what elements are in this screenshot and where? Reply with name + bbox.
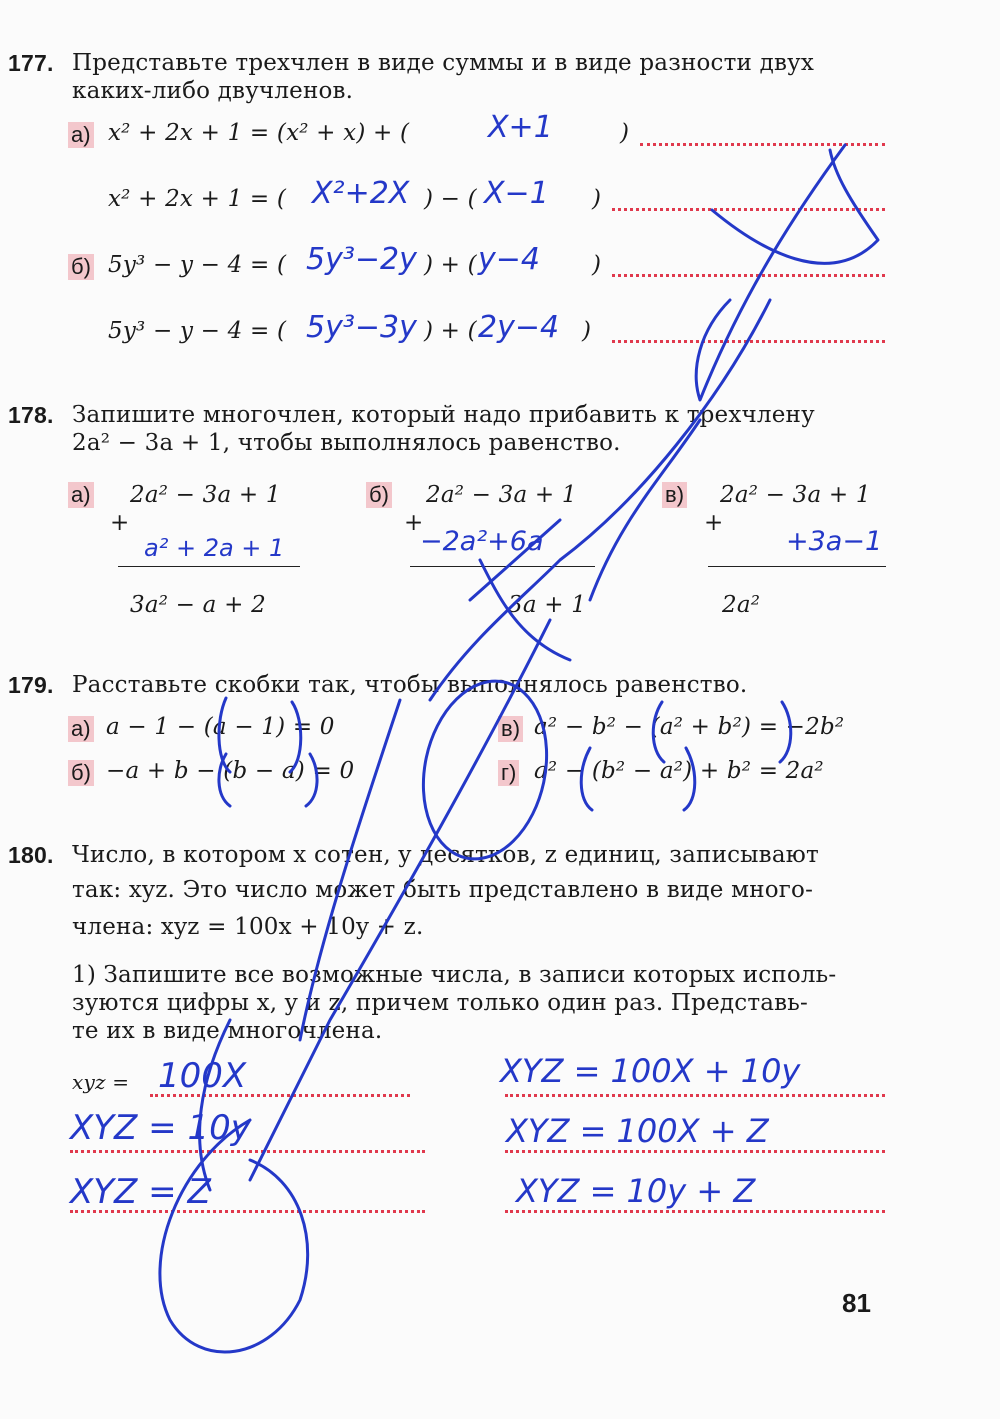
label-178c: в) [662, 482, 687, 508]
handwriting-180-3: XYZ = Z [70, 1172, 211, 1212]
problem-180-sub-1: 1) Запишите все возможные числа, в записи которых исполь- [72, 962, 837, 988]
handwriting-180-1: 100X [158, 1056, 247, 1096]
problem-177-text-1: Представьте трехчлен в виде суммы и в виде разности двух [72, 50, 815, 76]
label-179d: г) [498, 760, 519, 786]
bracket-scribble [684, 748, 695, 810]
plus-178a: + [110, 510, 130, 536]
page-number: 81 [842, 1288, 871, 1318]
handwriting-177b-1a: 5y³−2y [306, 242, 417, 277]
handwriting-180-6: XYZ = 10y + Z [516, 1172, 756, 1210]
problem-180-sub-3: те их в виде многочлена. [72, 1018, 383, 1044]
eq-178a-result: 3a² − a + 2 [130, 592, 266, 618]
check-scribble [712, 150, 878, 263]
eq-178c-top: 2a² − 3a + 1 [720, 482, 871, 508]
problem-180-text-3: члена: xyz = 100x + 10y + z. [72, 914, 424, 940]
eq-177b-2: 5y³ − y − 4 = ( [108, 318, 287, 344]
problem-180-sub-2: зуются цифры x, y и z, причем только один раз. Представь- [72, 990, 809, 1016]
bracket-scribble [306, 754, 317, 806]
eq-178c-result: 2a² [722, 592, 761, 618]
handwriting-177b-1b: y−4 [478, 242, 540, 277]
label-178b: б) [366, 482, 392, 508]
eq-179a: a − 1 − (a − 1) = 0 [106, 714, 335, 740]
problem-178-text-1: Запишите многочлен, который надо прибавить к трехчлену [72, 402, 815, 428]
eq-177a-2-mid: ) − ( [424, 186, 477, 212]
eq-177b-1: 5y³ − y − 4 = ( [108, 252, 287, 278]
problem-178-text-2: 2a² − 3a + 1, чтобы выполнялось равенство. [72, 430, 621, 456]
diagonal-scribble-2 [590, 420, 700, 600]
handwriting-178b: −2a²+6a [420, 526, 544, 557]
handwriting-178a: a² + 2a + 1 [144, 534, 285, 562]
plus-178b: + [404, 510, 424, 536]
label-178a: а) [68, 482, 94, 508]
problem-179-text: Расставьте скобки так, чтобы выполнялось равенство. [72, 672, 748, 698]
handwriting-177b-2b: 2y−4 [478, 310, 560, 345]
xyz-prefix: xyz = [72, 1070, 130, 1094]
eq-177b-1-mid: ) + ( [424, 252, 477, 278]
eq-178b-top: 2a² − 3a + 1 [426, 482, 577, 508]
handwriting-177a-1: X+1 [488, 110, 553, 145]
handwriting-177a-2b: X−1 [484, 176, 549, 211]
eq-179b: −a + b − (b − a) = 0 [106, 758, 355, 784]
plus-178c: + [704, 510, 724, 536]
loop-scribble [160, 1120, 308, 1352]
label-179b: б) [68, 760, 94, 786]
handwriting-177a-2a: X²+2X [312, 176, 410, 211]
problem-number-178: 178. [8, 402, 54, 428]
eq-177b-1-close: ) [592, 252, 602, 278]
check-scribble-2 [696, 145, 845, 400]
problem-number-177: 177. [8, 50, 54, 76]
bracket-scribble [219, 698, 230, 772]
eq-177b-2-close: ) [582, 318, 592, 344]
long-scribble-2 [300, 700, 400, 1040]
problem-number-180: 180. [8, 842, 54, 868]
handwriting-180-5: XYZ = 100X + Z [506, 1112, 769, 1150]
bracket-scribble [290, 702, 301, 772]
loop-scribble-2 [200, 1020, 230, 1190]
label-179a: а) [68, 716, 94, 742]
eq-177a-2-close: ) [592, 186, 602, 212]
bracket-scribble [780, 702, 791, 762]
eq-179d: a² − (b² − a²) + b² = 2a² [534, 758, 824, 784]
eq-177a-1-close: ) [620, 120, 630, 146]
eq-177a-1: x² + 2x + 1 = (x² + x) + ( [108, 120, 410, 146]
label-177a: а) [68, 122, 94, 148]
diagonal-scribble [430, 300, 770, 700]
label-179c: в) [498, 716, 523, 742]
handwriting-180-4: XYZ = 100X + 10y [500, 1052, 801, 1090]
problem-180-text-1: Число, в котором x сотен, y десятков, z единиц, записывают [72, 842, 819, 868]
label-177b: б) [68, 254, 94, 280]
eq-179c: a² − b² − (a² + b²) = −2b² [534, 714, 845, 740]
bracket-scribble [581, 748, 592, 810]
eq-177b-2-mid: ) + ( [424, 318, 477, 344]
problem-177-text-2: каких-либо двучленов. [72, 78, 354, 104]
bracket-scribble [653, 702, 664, 762]
handwriting-177b-2a: 5y³−3y [306, 310, 417, 345]
problem-number-179: 179. [8, 672, 54, 698]
eq-178a-top: 2a² − 3a + 1 [130, 482, 281, 508]
eq-177a-2: x² + 2x + 1 = ( [108, 186, 287, 212]
handwriting-178c: +3a−1 [786, 526, 883, 557]
eq-178b-result: 3a + 1 [508, 592, 587, 618]
handwriting-180-2: XYZ = 10y [70, 1108, 251, 1148]
k-scribble [470, 520, 570, 660]
problem-180-text-2: так: xyz. Это число может быть представлено в виде много- [72, 877, 814, 903]
